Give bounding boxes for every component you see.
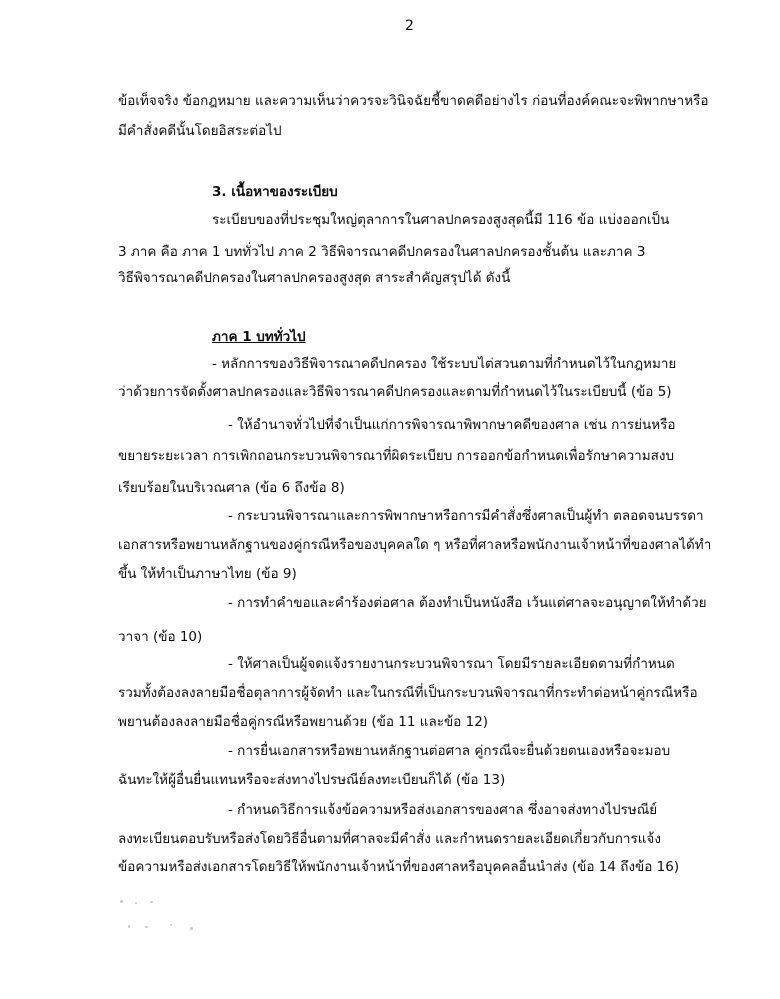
list-item-line: - กระบวนพิจารณาและการพิพากษาหรือการมีคำสั่งซึ่งศาลเป็นผู้ทำ ตลอดจนบรรดา <box>228 508 704 524</box>
list-item-line: - ให้อำนาจทั่วไปที่จำเป็นแก่การพิจารณาพิพากษาคดีของศาล เช่น การย่นหรือ <box>228 417 676 433</box>
scan-speck <box>120 900 123 903</box>
list-item-line: เอกสารหรือพยานหลักฐานของคู่กรณีหรือของบุคคลใด ๆ หรือที่ศาลหรือพนักงานเจ้าหน้าที่ของศาลได้ทำ <box>118 537 712 553</box>
list-item-line: ขึ้น ให้ทำเป็นภาษาไทย (ข้อ 9) <box>118 566 297 582</box>
list-item-line: - กำหนดวิธีการแจ้งข้อความหรือส่งเอกสารของศาล ซึ่งอาจส่งทางไปรษณีย์ <box>228 802 658 818</box>
scan-speck <box>170 924 172 926</box>
section-paragraph-line: ระเบียบของที่ประชุมใหญ่ตุลาการในศาลปกครองสูงสุดนี้มี 116 ข้อ แบ่งออกเป็น <box>212 212 670 228</box>
list-item-line: - ให้ศาลเป็นผู้จดแจ้งรายงานกระบวนพิจารณา โดยมีรายละเอียดตามที่กำหนด <box>228 656 675 672</box>
list-item-line: - การยื่นเอกสารหรือพยานหลักฐานต่อศาล คู่กรณีจะยื่นด้วยตนเองหรือจะมอบ <box>228 743 671 759</box>
list-item-line: - หลักการของวิธีพิจารณาคดีปกครอง ใช้ระบบไต่สวนตามที่กำหนดไว้ในกฎหมาย <box>212 356 677 372</box>
intro-line: ข้อเท็จจริง ข้อกฎหมาย และความเห็นว่าควรจะวินิจฉัยชี้ขาดคดีอย่างไร ก่อนที่องค์คณะจะพิพากษาหรือ <box>118 93 709 109</box>
scan-speck <box>135 902 137 904</box>
list-item-line: วาจา (ข้อ 10) <box>118 629 203 645</box>
section-paragraph-line: 3 ภาค คือ ภาค 1 บททั่วไป ภาค 2 วิธีพิจารณาคดีปกครองในศาลปกครองชั้นต้น และภาค 3 <box>118 244 646 260</box>
scan-speck <box>150 901 153 903</box>
list-item-line: - การทำคำขอและคำร้องต่อศาล ต้องทำเป็นหนังสือ เว้นแต่ศาลจะอนุญาตให้ทำด้วย <box>228 595 707 611</box>
part-heading: ภาค 1 บททั่วไป <box>212 329 306 345</box>
section-paragraph-line: วิธีพิจารณาคดีปกครองในศาลปกครองสูงสุด สาระสำคัญสรุปได้ ดังนี้ <box>118 270 511 286</box>
intro-line: มีคำสั่งคดีนั้นโดยอิสระต่อไป <box>118 123 282 139</box>
list-item-line: เรียบร้อยในบริเวณศาล (ข้อ 6 ถึงข้อ 8) <box>118 480 345 496</box>
scan-speck <box>128 925 130 928</box>
scan-speck <box>190 927 193 930</box>
page-number: 2 <box>405 18 414 34</box>
list-item-line: รวมทั้งต้องลงลายมือชื่อตุลาการผู้จัดทำ และในกรณีที่เป็นกระบวนพิจารณาที่กระทำต่อหน้าคู่กรณีหรือ <box>118 685 698 701</box>
list-item-line: ฉันทะให้ผู้อื่นยื่นแทนหรือจะส่งทางไปรษณีย์ลงทะเบียนก็ได้ (ข้อ 13) <box>118 772 506 788</box>
section-heading: 3. เนื้อหาของระเบียบ <box>212 184 338 200</box>
list-item-line: พยานต้องลงลายมือชื่อคู่กรณีหรือพยานด้วย (ข้อ 11 และข้อ 12) <box>118 714 489 730</box>
scan-speck <box>145 926 148 928</box>
list-item-line: ข้อความหรือส่งเอกสารโดยวิธีให้พนักงานเจ้าหน้าที่ของศาลหรือบุคคลอื่นนำส่ง (ข้อ 14 ถึงข้อ 16) <box>118 859 680 875</box>
list-item-line: ลงทะเบียนตอบรับหรือส่งโดยวิธีอื่นตามที่ศาลจะมีคำสั่ง และกำหนดรายละเอียดเกี่ยวกับการแจ้ง <box>118 831 661 847</box>
list-item-line: ขยายระยะเวลา การเพิกถอนกระบวนพิจารณาที่ผิดระเบียบ การออกข้อกำหนดเพื่อรักษาความสงบ <box>118 448 675 464</box>
list-item-line: ว่าด้วยการจัดตั้งศาลปกครองและวิธีพิจารณาคดีปกครองและตามที่กำหนดไว้ในระเบียบนี้ (ข้อ 5) <box>118 384 672 400</box>
